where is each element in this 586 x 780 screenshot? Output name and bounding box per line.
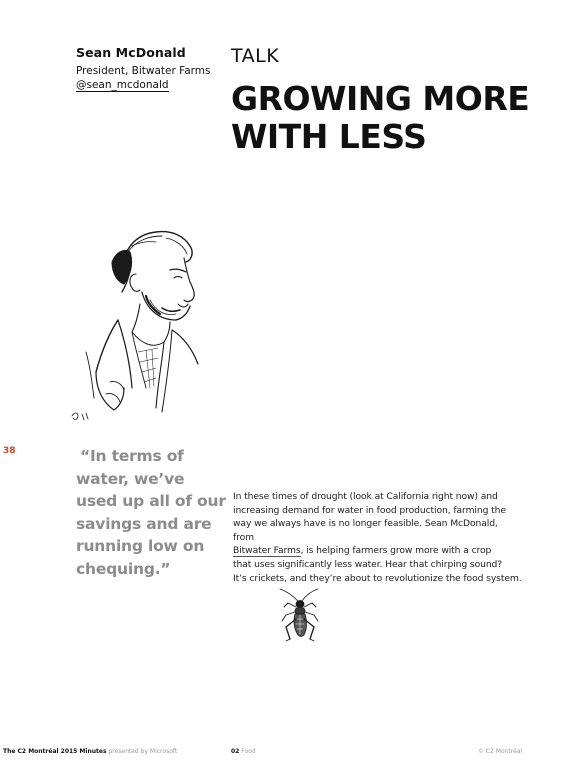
- talk-title: [231, 80, 551, 156]
- footer-sponsor: presented by Microsoft: [108, 748, 178, 755]
- pull-quote-line: water, we’ve: [76, 469, 185, 488]
- pull-quote-line: used up all of our: [76, 492, 226, 510]
- description-line: that uses significantly less water. Hear that chirping sound?: [233, 558, 503, 570]
- talk-title-line: GROWING MORE: [231, 79, 530, 118]
- talk-description: [233, 490, 543, 585]
- pull-quote-line: savings and are: [76, 514, 212, 533]
- speaker-twitter-link[interactable]: @sean_mcdonald: [76, 79, 169, 91]
- footer-section-number: 02: [231, 748, 240, 755]
- talk-title-line: WITH LESS: [231, 117, 427, 156]
- speaker-sketch-illustration: [66, 212, 206, 424]
- footer-publication-title: The C2 Montréal 2015 Minutes: [3, 748, 107, 755]
- footer-section-name: Food: [241, 748, 256, 755]
- description-line: In these times of drought (look at California right now) and: [233, 491, 498, 502]
- speaker-role: President, Bitwater Farms: [76, 65, 211, 77]
- footer-publication: [3, 748, 177, 755]
- description-line: increasing demand for water in food production, farming the: [233, 504, 506, 516]
- footer-section: [231, 748, 256, 755]
- footer-copyright: © C2 Montréal: [478, 748, 523, 755]
- talk-label: TALK: [231, 45, 280, 67]
- pull-quote: [76, 445, 224, 580]
- bitwater-farms-link[interactable]: Bitwater Farms: [233, 545, 301, 557]
- pull-quote-line: “In terms of: [80, 447, 184, 465]
- cricket-icon: [274, 587, 330, 643]
- description-line: way we always have is no longer feasible. Sean McDonald,: [233, 518, 498, 530]
- pull-quote-line: running low on: [76, 537, 205, 555]
- description-line: [233, 531, 543, 558]
- pull-quote-line: chequing.”: [76, 559, 171, 578]
- description-line: It’s crickets, and they’re about to revolutionize the food system.: [233, 572, 522, 584]
- page-number: 38: [3, 446, 16, 456]
- speaker-name: Sean McDonald: [76, 45, 186, 60]
- description-text: , is helping farmers grow more with a crop: [300, 545, 492, 557]
- description-text: from: [233, 531, 254, 543]
